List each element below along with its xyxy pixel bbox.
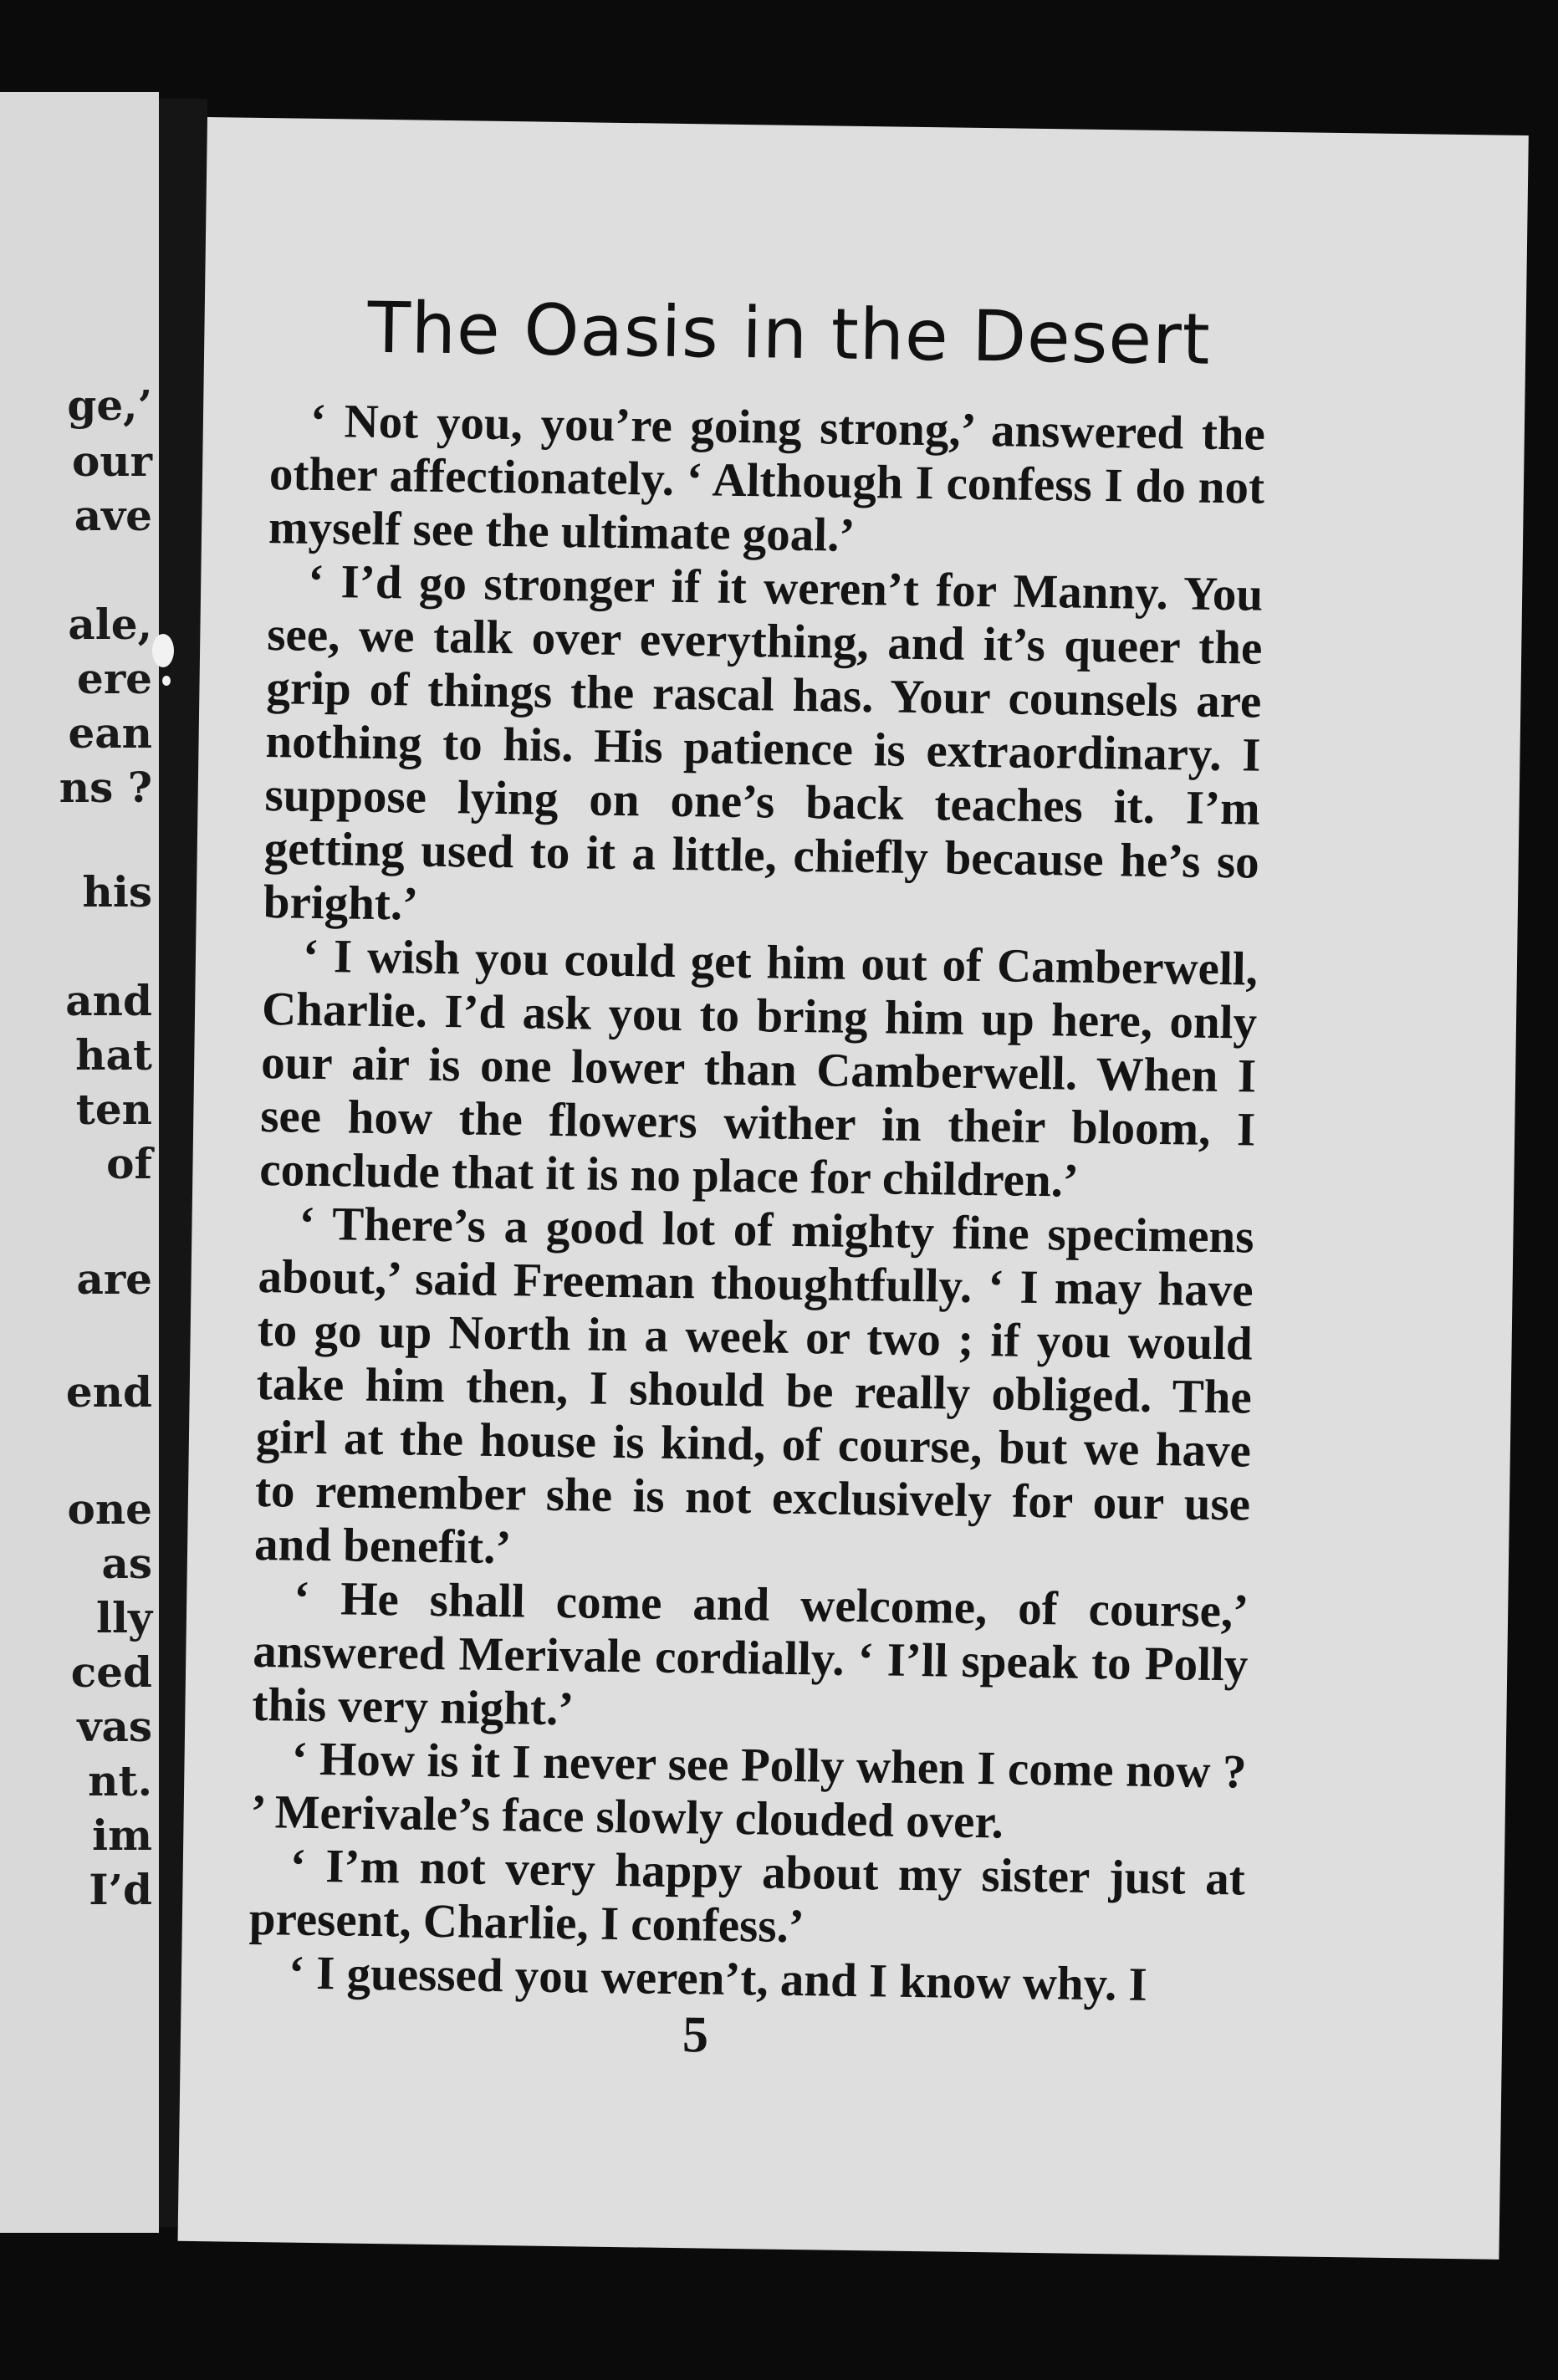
book-page: [178, 117, 1529, 2260]
left-page-line: ge,’: [67, 380, 152, 430]
paper-speck: [162, 676, 171, 686]
paper-speck: [152, 634, 174, 667]
paragraph: ‘ He shall come and welcome, of course,’ answered Merivale cordially. ‘ I’ll speak to Polly this very night.’: [252, 1571, 1249, 1736]
paragraph: ‘ I guessed you weren’t, and I know why. I: [288, 1946, 1148, 2011]
left-page-line: vas: [77, 1702, 152, 1751]
left-page-line: one: [67, 1484, 152, 1534]
left-page-line: his: [82, 867, 152, 917]
page-body: [248, 394, 1266, 2013]
left-page-line: and: [65, 976, 152, 1025]
paragraph: ‘ Not you, you’re going strong,’ answered the other affectionately. ‘ Although I confess I do not myself see the ultimate goal.’: [268, 394, 1266, 562]
paragraph: ‘ I’d go stronger if it weren’t for Manny. You see, we talk over everything, and it’s queer the grip of things the rascal has. Your counsels are nothing to his. His patience is extraordinary. I suppose lying on one’s back teaches it. I’m getting used to it a little, chiefly because he’s so bright.’: [263, 554, 1264, 931]
left-page-line: ced: [70, 1647, 152, 1697]
left-page-line: ten: [75, 1085, 152, 1134]
left-page-line: as: [101, 1539, 152, 1588]
left-page-line: ns ?: [59, 763, 152, 812]
left-page-line: hat: [75, 1030, 152, 1080]
page-number: 5: [682, 2006, 709, 2064]
left-page-line: are: [76, 1254, 152, 1304]
left-page-line: nt.: [88, 1756, 152, 1805]
left-page-line: ean: [68, 708, 152, 758]
left-page-line: of: [106, 1139, 152, 1188]
left-page-line: ale,: [68, 600, 152, 649]
left-page-line: ere: [77, 654, 152, 703]
left-page-line: our: [71, 437, 152, 486]
left-page-line: ave: [74, 491, 152, 540]
paragraph: ‘ I’m not very happy about my sister just at present, Charlie, I confess.’: [248, 1839, 1246, 1954]
left-page-line: lly: [95, 1593, 152, 1642]
paragraph: ‘ I wish you could get him out of Camberwell, Charlie. I’d ask you to bring him up here, only our air is one lower than Camberwell. When I see how the flowers wither in their bloom, I conclude that it is no place for children.’: [258, 929, 1259, 1208]
paragraph: ‘ There’s a good lot of mighty fine specimens about,’ said Freeman thoughtfully. ‘ I may have to go up North in a week or two ; if you would take him then, I should be really obliged. The girl at the house is kind, of course, but we have to remember she is not exclusively for our use and benefit.’: [253, 1197, 1254, 1575]
left-page-line: im: [92, 1811, 152, 1860]
paragraph: ‘ How is it I never see Polly when I come now ? ’ Merivale’s face slowly clouded over.: [250, 1732, 1247, 1849]
left-page-line: I’d: [89, 1865, 152, 1914]
left-page-line: end: [65, 1367, 152, 1417]
left-page-fragment: [0, 92, 159, 2233]
page-title: The Oasis in the Desert: [366, 286, 1212, 380]
